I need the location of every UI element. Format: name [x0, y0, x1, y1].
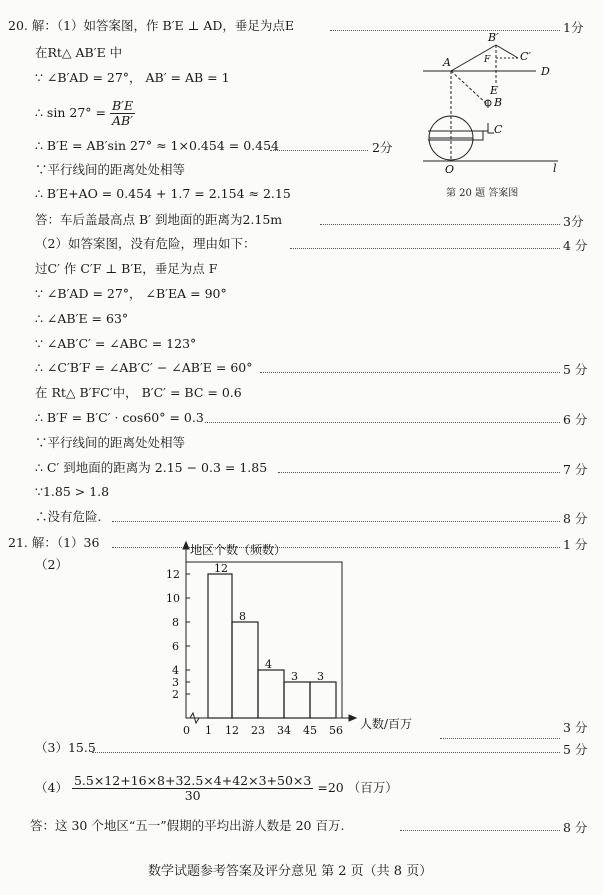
y-axis-label: 地区个数（频数）	[190, 543, 287, 557]
q21-histogram	[160, 540, 450, 740]
q20-sin-numerator: B′E	[111, 98, 134, 113]
page-footer: 数学试题参考答案及评分意见 第 2 页（共 8 页）	[148, 864, 433, 879]
leader-dots	[320, 224, 560, 225]
label-b1: B′	[488, 31, 499, 44]
q21-part4-numerator: 5.5×12+16×8+32.5×4+42×3+50×3	[73, 773, 312, 788]
q20-parallel2: ∵平行线间的距离处处相等	[35, 435, 186, 450]
leader-dots	[92, 752, 560, 753]
q20-figure	[418, 28, 568, 203]
histogram-bar	[310, 682, 336, 718]
bar-value-label: 3	[291, 670, 298, 683]
q20-part2: （2）如答案图，没有危险，理由如下：	[35, 236, 256, 251]
q20-be: ∴ B′E = AB′sin 27° ≈ 1×0.454 = 0.454	[35, 138, 279, 153]
q21-part3: （3）15.5	[35, 740, 96, 755]
q21-part4-denominator: 30	[184, 788, 201, 803]
score-mark: 6 分	[563, 412, 588, 427]
q21-part4-fraction	[72, 774, 313, 803]
q20-angle: ∵ ∠B′AD = 27°， AB′ = AB = 1	[35, 70, 230, 85]
bar-value-label: 4	[265, 658, 272, 671]
label-e: E	[490, 84, 499, 97]
leader-dots	[278, 472, 560, 473]
x-tick-label: 56	[329, 724, 343, 737]
line-ab	[451, 71, 488, 105]
x-tick-label: 12	[225, 724, 239, 737]
q21-part2: （2）	[35, 557, 68, 572]
q20-rt-triangle: 在Rt△ AB′E 中	[35, 45, 123, 60]
chart-frame	[186, 562, 342, 718]
x-tick-label: 23	[251, 724, 265, 737]
q20-compare: ∵1.85 > 1.8	[35, 484, 110, 499]
q20-sin-denominator: AB′	[112, 113, 134, 128]
label-c: C	[494, 123, 503, 136]
q21-part4-label: （4）	[35, 780, 68, 795]
y-tick-label: 6	[172, 640, 179, 653]
line-b1c1	[496, 45, 518, 58]
q21-intro: 21. 解：（1）36	[8, 535, 100, 550]
y-tick-label: 10	[166, 592, 180, 605]
x-tick-label: 0	[183, 724, 190, 737]
bar-value-label: 12	[214, 562, 228, 575]
leader-dots	[112, 521, 560, 522]
label-o: O	[445, 163, 455, 176]
y-tick-label: 3	[172, 676, 179, 689]
score-mark: 1分	[563, 20, 584, 35]
q21-answer: 答：这 30 个地区“五一”假期的平均出游人数是 20 百万.	[30, 818, 345, 833]
y-axis-arrow	[183, 542, 189, 549]
car-bumper	[428, 131, 483, 140]
x-tick-label: 34	[277, 724, 291, 737]
label-a: A	[443, 56, 451, 69]
q20-abe: ∴ ∠AB′E = 63°	[35, 311, 129, 326]
leader-dots	[260, 372, 560, 373]
q20-abc: ∵ ∠AB′C′ = ∠ABC = 123°	[35, 336, 197, 351]
x-tick-label: 45	[303, 724, 317, 737]
leader-dots	[440, 738, 560, 739]
label-l: l	[553, 162, 557, 175]
score-mark: 5 分	[563, 362, 588, 377]
q20-parallel: ∵平行线间的距离处处相等	[35, 162, 186, 177]
histogram-bar	[284, 682, 310, 718]
score-mark: 4 分	[563, 238, 588, 253]
q20-cbf: ∴ ∠C′B′F = ∠AB′C′ − ∠AB′E = 60°	[35, 360, 253, 375]
q21-part4	[35, 774, 398, 803]
score-mark: 8 分	[563, 820, 588, 835]
histogram-bar	[208, 574, 232, 718]
histogram-bar	[258, 670, 284, 718]
label-c1: C′	[520, 50, 531, 63]
q20-answer: 答：车后盖最高点 B′ 到地面的距离为2.15m	[35, 212, 283, 227]
q20-intro: 20. 解：（1）如答案图，作 B′E ⊥ AD，垂足为点E	[8, 18, 295, 33]
q20-rt2: 在 Rt△ B′FC′中， B′C′ = BC = 0.6	[35, 385, 242, 400]
x-axis-arrow	[349, 715, 356, 721]
leader-dots	[400, 830, 560, 831]
histogram-bar	[232, 622, 258, 718]
score-mark: 2分	[372, 140, 393, 155]
score-mark: 7 分	[563, 462, 588, 477]
y-tick-label: 12	[166, 568, 180, 581]
y-tick-label: 4	[172, 664, 179, 677]
q20-sin-line	[35, 99, 135, 128]
x-axis-label: 人数/百万	[360, 717, 413, 731]
y-tick-label: 2	[172, 688, 179, 701]
y-tick-label: 8	[172, 616, 179, 629]
score-mark: 5 分	[563, 742, 588, 757]
label-f: F	[484, 55, 491, 65]
leader-dots	[290, 248, 560, 249]
q20-sin-fraction	[110, 99, 135, 128]
label-d: D	[541, 65, 550, 78]
x-tick-label: 1	[205, 724, 212, 737]
leader-dots	[205, 422, 560, 423]
q20-conclusion: ∴没有危险.	[35, 509, 102, 524]
q20-c-distance: ∴ C′ 到地面的距离为 2.15 − 0.3 = 1.85	[35, 460, 268, 475]
q20-perp: 过C′ 作 C′F ⊥ B′E，垂足为点 F	[35, 261, 218, 276]
label-b: B	[494, 96, 503, 109]
leader-dots	[270, 150, 368, 151]
score-mark: 1 分	[563, 537, 588, 552]
q20-bf: ∴ B′F = B′C′ · cos60° = 0.3	[35, 410, 204, 425]
score-mark: 8 分	[563, 511, 588, 526]
q21-part4-result: =20 （百万）	[317, 780, 398, 795]
score-mark: 3分	[563, 214, 584, 229]
q20-sum: ∴ B′E+AO = 0.454 + 1.7 = 2.154 ≈ 2.15	[35, 186, 291, 201]
bar-value-label: 8	[239, 610, 246, 623]
bar-value-label: 3	[317, 670, 324, 683]
figure-caption: 第 20 题 答案图	[446, 188, 519, 199]
score-mark: 3 分	[563, 720, 588, 735]
q20-sin-lhs: ∴ sin 27° =	[35, 105, 106, 120]
q20-angles: ∵ ∠B′AD = 27°， ∠B′EA = 90°	[35, 286, 227, 301]
